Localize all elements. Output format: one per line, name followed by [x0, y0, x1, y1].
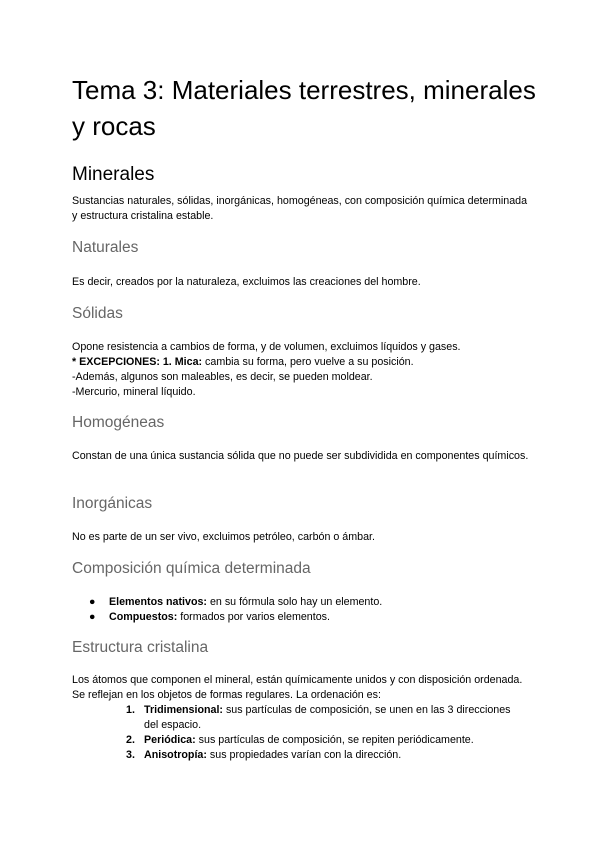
list-item-label: Periódica:: [144, 734, 196, 746]
list-item: [72, 595, 382, 610]
minerales-intro: Sustancias naturales, sólidas, inorgánicas, homogéneas, con composición química determinada y estructura cristalina estable.: [72, 195, 528, 222]
heading-inorganicas: Inorgánicas: [72, 495, 153, 512]
list-item-text: sus partículas de composición, se repiten periódicamente.: [195, 734, 474, 746]
solidas-excepciones: [72, 355, 532, 370]
list-item: [72, 610, 382, 625]
list-number: 3.: [126, 749, 135, 761]
heading-minerales: Minerales: [72, 164, 155, 185]
inorganicas-text: No es parte de un ser vivo, excluimos petróleo, carbón o ámbar.: [72, 531, 375, 543]
solidas-line4: -Mercurio, mineral líquido.: [72, 386, 196, 398]
solidas-line3: -Además, algunos son maleables, es decir, se pueden moldear.: [72, 371, 373, 383]
list-number: 1.: [126, 704, 135, 716]
list-number: 2.: [126, 734, 135, 746]
list-item-label: Compuestos:: [109, 611, 178, 623]
list-item: [72, 703, 512, 733]
solidas-line1: Opone resistencia a cambios de forma, y de volumen, excluimos líquidos y gases.: [72, 341, 461, 353]
bullet-icon: ●: [89, 596, 96, 608]
list-item-text: sus propiedades varían con la dirección.: [206, 749, 402, 761]
heading-naturales: Naturales: [72, 239, 139, 256]
page-title: Tema 3: Materiales terrestres, minerales y rocas: [72, 75, 536, 141]
list-item: [72, 733, 512, 748]
excepciones-label: * EXCEPCIONES: 1. Mica:: [72, 356, 203, 368]
naturales-text: Es decir, creados por la naturaleza, excluimos las creaciones del hombre.: [72, 276, 421, 288]
heading-estructura: Estructura cristalina: [72, 639, 209, 656]
list-item-label: Anisotropía:: [144, 749, 207, 761]
heading-homogeneas: Homogéneas: [72, 414, 165, 431]
bullet-icon: ●: [89, 611, 96, 623]
list-item-text: formados por varios elementos.: [177, 611, 330, 623]
list-item: [72, 748, 512, 763]
list-item-label: Elementos nativos:: [109, 596, 207, 608]
heading-solidas: Sólidas: [72, 305, 123, 322]
homogeneas-text: Constan de una única sustancia sólida que no puede ser subdividida en componentes químicos.: [72, 450, 529, 462]
excepciones-text: cambia su forma, pero vuelve a su posición.: [202, 356, 414, 368]
heading-composicion: Composición química determinada: [72, 560, 311, 577]
list-item-label: Tridimensional:: [144, 704, 223, 716]
composicion-list: [72, 595, 382, 625]
estructura-intro: Los átomos que componen el mineral, están químicamente unidos y con disposición ordenada. Se reflejan en los objetos de formas regulares. La ordenación es:: [72, 674, 523, 701]
list-item-text: en su fórmula solo hay un elemento.: [207, 596, 383, 608]
list-item-text: sus partículas de composición, se unen en las 3 direcciones del espacio.: [144, 704, 511, 731]
estructura-list: [72, 703, 512, 763]
